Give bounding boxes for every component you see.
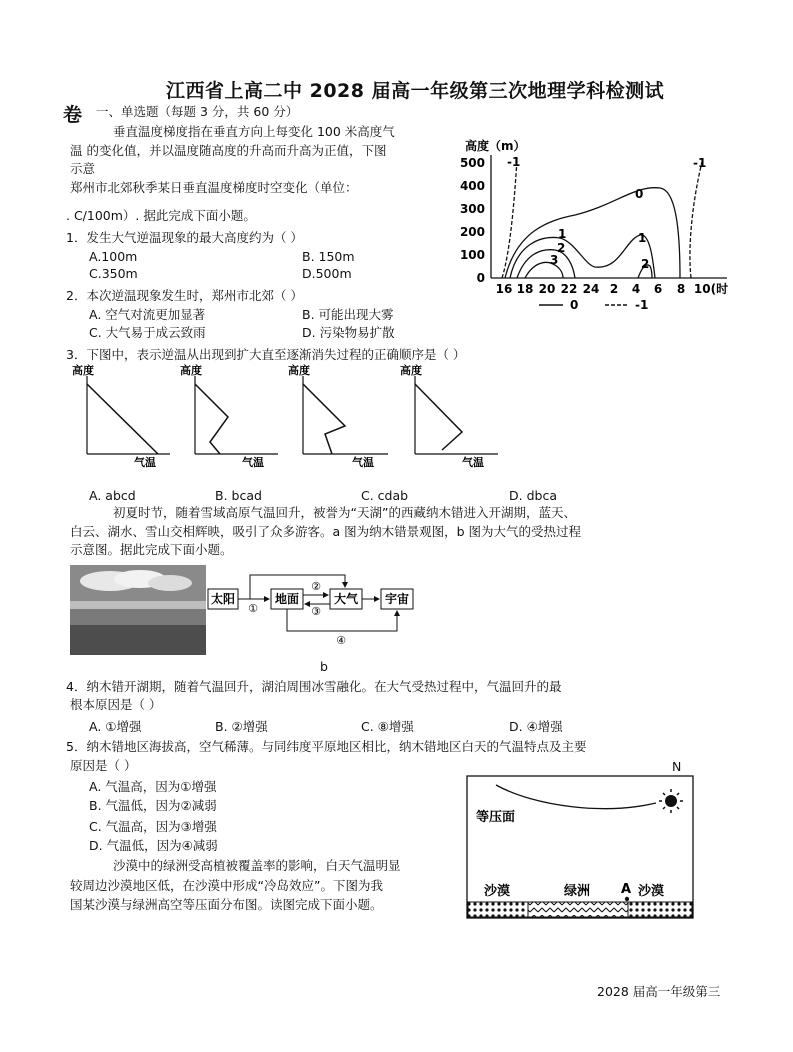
x-tick: 18: [516, 282, 534, 296]
q2-option-b: B. 可能出现大雾: [302, 307, 394, 322]
q5-option-b: B. 气温低，因为②减弱: [89, 798, 217, 813]
diagram-x-label: 气温: [134, 456, 156, 469]
q3-diagrams: [70, 362, 510, 470]
x-tick: 22: [560, 282, 578, 296]
oasis-ground: [528, 902, 628, 917]
x-tick: 8: [676, 282, 686, 296]
desert-oasis-isobar-diagram: [466, 775, 696, 920]
contour-minus1-left: [502, 160, 517, 278]
q3-option-a: A. abcd: [89, 488, 136, 503]
y-tick: 100: [459, 248, 485, 262]
question-5-stem: 5．纳木错地区海拔高，空气稀薄。与同纬度平原地区相比，纳木错地区白天的气温特点及主要: [66, 739, 587, 754]
landscape-image: [70, 565, 206, 655]
intro1-line: . C/100m）. 据此完成下面小题。: [66, 208, 256, 223]
q3-option-b: B. bcad: [215, 488, 262, 503]
point-a-label: A: [621, 882, 632, 897]
point-a-marker: [625, 897, 629, 901]
question-2-stem: 2．本次逆温现象发生时，郑州市北郊（ ）: [66, 288, 303, 303]
q1-option-a: A.100m: [89, 249, 138, 264]
q3-diagram-b: [180, 363, 278, 469]
contour-two: [517, 250, 575, 278]
intro2-line: 初夏时节，随着雪域高原气温回升，被誉为“天湖”的西藏纳木错进入开湖期，蓝天、: [113, 505, 576, 520]
contour-label: -1: [693, 156, 707, 170]
q3-option-d: D. dbca: [509, 488, 557, 503]
intro1-line: 郑州市北郊秋季某日垂直温度梯度时空变化（单位：: [70, 180, 358, 195]
q2-option-c: C. 大气易于成云致雨: [89, 325, 206, 340]
diagram-y-label: 高度: [72, 364, 94, 377]
contour-label: 2: [641, 257, 650, 271]
legend-dashed-label: -1: [635, 298, 649, 312]
q4-option-b: B. ②增强: [215, 719, 268, 734]
desert-ground-right: [628, 902, 692, 917]
diagram-y-label: 高度: [400, 364, 422, 377]
q1-option-d: D.500m: [302, 266, 352, 281]
namtso-landscape-photo: [70, 565, 206, 655]
intro3-line: 较周边沙漠地区低，在沙漠中形成“冷岛效应”。下图为我: [70, 878, 383, 893]
isobar-label: 等压面: [476, 810, 516, 825]
y-tick: 0: [476, 271, 485, 285]
q3-diagram-a: [72, 363, 170, 469]
temperature-gradient-chart: [455, 130, 755, 315]
atmosphere-heating-diagram: [205, 565, 420, 660]
y-tick: 300: [459, 202, 485, 216]
desert-label-right: 沙漠: [638, 884, 665, 899]
x-tick: 2: [609, 282, 619, 296]
intro1-line: 示意: [70, 161, 96, 176]
intro2-line: 示意图。据此完成下面小题。: [70, 542, 233, 557]
intro1-line: 温 的变化值，并以温度随高度的升高而升高为正值，下图: [70, 143, 387, 158]
q5-option-c: C. 气温高，因为③增强: [89, 819, 217, 834]
desert-label-left: 沙漠: [484, 884, 511, 899]
x-tick: 6: [653, 282, 663, 296]
q5-option-a: A. 气温高，因为①增强: [89, 779, 217, 794]
y-tick: 500: [459, 156, 485, 170]
chart-y-label: 高度（m）: [465, 139, 526, 153]
contour-label: 3: [550, 253, 559, 267]
box-atmosphere-label: 大气: [333, 592, 359, 606]
contour-label: 1: [638, 231, 647, 245]
intro1-line: 垂直温度梯度指在垂直方向上每变化 100 米高度气: [113, 124, 395, 139]
page-footer: 2028 届高一年级第三: [597, 984, 721, 999]
diagram-y-label: 高度: [288, 364, 310, 377]
q1-option-c: C.350m: [89, 266, 138, 281]
contour-label: -1: [507, 155, 521, 169]
intro2-line: 白云、湖水、雪山交相辉映，吸引了众多游客。a 图为纳木错景观图，b 图为大气的受热过程: [70, 524, 582, 539]
question-3-stem: 3．下图中，表示逆温从出现到扩大直至逐渐消失过程的正确顺序是（ ）: [66, 347, 466, 362]
question-4-stem-cont: 根本原因是（ ）: [70, 697, 162, 712]
q4-option-c: C. ⑧增强: [361, 719, 414, 734]
question-4-stem: 4．纳木错开湖期，随着气温回升，湖泊周围冰雪融化。在大气受热过程中，气温回升的最: [66, 679, 562, 694]
page-title-continued: 卷: [63, 104, 83, 126]
q4-option-d: D. ④增强: [509, 719, 563, 734]
q2-option-d: D. 污染物易扩散: [302, 325, 395, 340]
q3-option-c: C. cdab: [361, 488, 409, 503]
x-tick: 16: [495, 282, 513, 296]
oasis-label: 绿洲: [564, 884, 591, 899]
q2-option-a: A. 空气对流更加显著: [89, 307, 206, 322]
diagram-y-label: 高度: [180, 364, 202, 377]
north-label: N: [672, 759, 682, 774]
diagram-x-label: 气温: [462, 456, 484, 469]
question-5-stem-cont: 原因是（ ）: [70, 758, 137, 773]
arrow-2-label: ②: [311, 580, 321, 593]
section-heading: 一、单选题（每题 3 分，共 60 分）: [96, 104, 299, 119]
desert-ground-left: [468, 902, 528, 917]
q1-option-b: B. 150m: [302, 249, 355, 264]
box-sun-label: 太阳: [210, 592, 236, 606]
x-tick: 20: [538, 282, 556, 296]
x-tick: 10(时: [693, 282, 729, 296]
diagram-x-label: 气温: [352, 456, 374, 469]
diagram-b-caption: b: [320, 659, 328, 674]
x-tick: 4: [631, 282, 641, 296]
y-tick: 400: [459, 179, 485, 193]
contour-label: 0: [635, 187, 644, 201]
contour-label: 2: [557, 241, 566, 255]
box-space-label: 宇宙: [384, 592, 410, 606]
contour-minus1-right: [690, 162, 702, 278]
arrow-3-label: ③: [311, 605, 321, 618]
question-1-stem: 1．发生大气逆温现象的最大高度约为（ ）: [66, 230, 303, 245]
q5-option-d: D. 气温低，因为④减弱: [89, 838, 218, 853]
legend-solid-label: 0: [570, 298, 579, 312]
box-ground-label: 地面: [274, 592, 300, 606]
intro3-line: 沙漠中的绿洲受高植被覆盖率的影响，白天气温明显: [113, 858, 401, 873]
q4-option-a: A. ①增强: [89, 719, 142, 734]
arrow-1-label: ①: [248, 602, 258, 615]
x-tick: 24: [582, 282, 600, 296]
intro3-line: 国某沙漠与绿洲高空等压面分布图。读图完成下面小题。: [70, 897, 383, 912]
y-tick: 200: [459, 225, 485, 239]
q3-diagram-c: [288, 363, 388, 469]
q3-diagram-d: [400, 363, 498, 469]
contour-label: 1: [558, 227, 567, 241]
page-title: 江西省上高二中 2028 届高一年级第三次地理学科检测试: [166, 80, 665, 102]
arrow-4-label: ④: [336, 634, 346, 647]
diagram-x-label: 气温: [242, 456, 264, 469]
